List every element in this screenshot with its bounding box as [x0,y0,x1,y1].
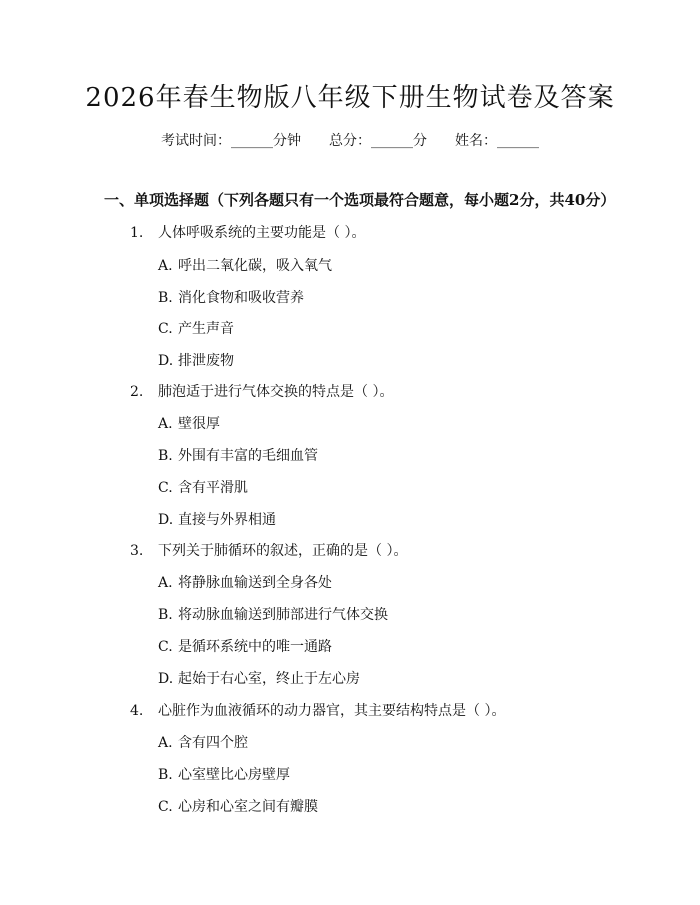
option-text: 含有平滑肌 [178,480,248,496]
name-label: 姓名：______ [455,133,539,149]
option-text: 将静脉血输送到全身各处 [178,575,332,591]
option-letter: B. [158,448,173,464]
option-text: 壁很厚 [178,416,220,432]
option-item [158,604,388,626]
option-text: 外围有丰富的毛细血管 [178,448,318,464]
option-text: 将动脉血输送到肺部进行气体交换 [178,607,388,623]
option-item [158,350,234,372]
question-number: 2. [130,384,144,400]
option-letter: C. [158,639,173,655]
option-letter: B. [158,767,173,783]
option-text: 心房和心室之间有瓣膜 [178,799,318,815]
option-text: 产生声音 [178,321,234,337]
question-item [130,381,393,403]
option-letter: D. [158,512,174,528]
option-item [158,287,304,309]
question-number: 3. [130,543,144,559]
option-item [158,413,220,435]
option-letter: B. [158,607,173,623]
option-letter: A. [158,575,173,591]
option-item [158,636,332,658]
option-item [158,445,318,467]
option-item [158,318,234,340]
option-text: 含有四个腔 [178,735,248,751]
question-item [130,540,407,562]
option-text: 直接与外界相通 [178,512,276,528]
option-letter: A. [158,735,173,751]
option-item [158,572,332,594]
option-item [158,764,290,786]
exam-meta [0,129,700,153]
option-item [158,796,318,818]
option-item [158,477,248,499]
question-number: 4. [130,703,144,719]
option-letter: B. [158,290,173,306]
option-item [158,509,276,531]
option-text: 消化食物和吸收营养 [178,290,304,306]
page-title: 2026年春生物版八年级下册生物试卷及答案 [85,83,615,113]
option-item [158,668,360,690]
question-item [130,700,505,722]
question-text: 心脏作为血液循环的动力器官，其主要结构特点是（ ）。 [158,703,506,719]
option-text: 排泄废物 [178,353,234,369]
question-number: 1. [130,225,144,241]
option-letter: C. [158,321,173,337]
option-letter: A. [158,416,173,432]
question-text: 下列关于肺循环的叙述，正确的是（ ）。 [158,543,408,559]
total-score-label: 总分：______分 [329,133,427,149]
option-text: 心室壁比心房壁厚 [178,767,290,783]
question-text: 人体呼吸系统的主要功能是（ ）。 [158,225,366,241]
option-item [158,732,248,754]
question-item [130,222,365,244]
option-text: 呼出二氧化碳，吸入氧气 [178,258,332,274]
option-text: 起始于右心室，终止于左心房 [178,671,360,687]
option-letter: A. [158,258,173,274]
option-text: 是循环系统中的唯一通路 [178,639,332,655]
option-letter: C. [158,799,173,815]
option-letter: D. [158,353,174,369]
section-heading: 一、单项选择题（下列各题只有一个选项最符合题意，每小题2分，共40分） [104,191,616,209]
option-letter: C. [158,480,173,496]
question-text: 肺泡适于进行气体交换的特点是（ ）。 [158,384,394,400]
exam-time-label: 考试时间：______分钟 [161,133,301,149]
option-item [158,255,332,277]
option-letter: D. [158,671,174,687]
